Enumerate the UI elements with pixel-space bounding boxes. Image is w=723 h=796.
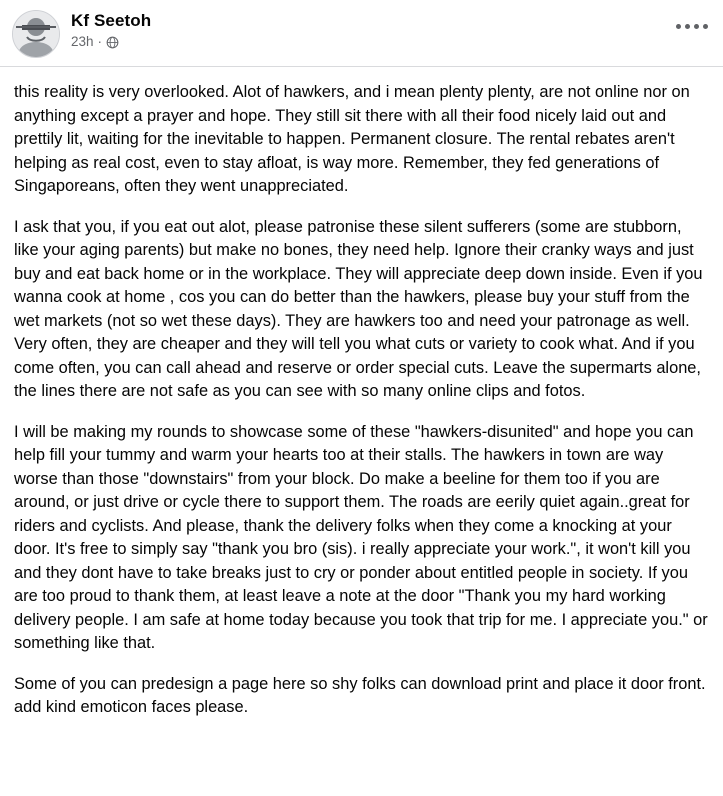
ellipsis-dot: [703, 24, 708, 29]
post-timestamp[interactable]: 23h: [71, 34, 94, 49]
ellipsis-dot: [685, 24, 690, 29]
ellipsis-icon[interactable]: [675, 16, 709, 36]
post-meta: [71, 34, 151, 50]
ellipsis-dot: [694, 24, 699, 29]
post-paragraph: this reality is very overlooked. Alot of hawkers, and i mean plenty plenty, are not online nor on anything except a prayer and hope. They still sit there with all their food nicely laid out and prettily lit, waiting for the inevitable to happen. Permanent closure. The rental rebates aren't helping as real cost, even to stay afloat, is way more. Remember, they fed generations of Singaporeans, often they went unappreciated.: [14, 83, 690, 195]
post-text: [0, 67, 723, 796]
ellipsis-dot: [676, 24, 681, 29]
globe-icon[interactable]: [106, 36, 119, 49]
meta-separator: ·: [97, 34, 103, 49]
avatar[interactable]: [12, 10, 60, 58]
post-author-block: [71, 10, 151, 50]
post-paragraph: I will be making my rounds to showcase some of these "hawkers-disunited" and hope you can help fill your tummy and warm your hearts too at their stalls. The hawkers in town are way worse than those "downstairs" from your block. Do make a beeline for them too if you are around, or just drive or cycle there to support them. The roads are eerily quiet again..great for riders and cyclists. And please, thank the delivery folks when they come a knocking at your door. It's free to simply say "thank you bro (sis). i really appreciate your work.", it won't kill you and they dont have to take breaks just to cry or ponder about entitled people in society. If you are too proud to thank them, at least leave a note at the door "Thank you my hard working delivery people. I am safe at home today because you took that trip for me. I appreciate you." or something like that.: [14, 422, 708, 652]
post-header: [0, 0, 723, 67]
post-paragraph: Some of you can predesign a page here so shy folks can download print and place it door front. add kind emoticon faces please.: [14, 674, 706, 716]
author-name[interactable]: Kf Seetoh: [71, 11, 152, 30]
post-paragraph: I ask that you, if you eat out alot, please patronise these silent sufferers (some are stubborn, like your aging parents) but make no bones, they need help. Ignore their cranky ways and just buy and eat back home or in the workplace. They will appreciate deep down inside. Even if you wanna cook at home , cos you can do better than the hawkers, please buy your stuff from the wet markets (not so wet these days). They are hawkers too and need your patronage as well. Very often, they are cheaper and they will tell you what cuts or variety to cook what. And if you come often, you can call ahead and reserve or order special cuts. Leave the supermarts alone, the lines there are not safe as you can see with so many online clips and fotos.: [14, 217, 703, 400]
